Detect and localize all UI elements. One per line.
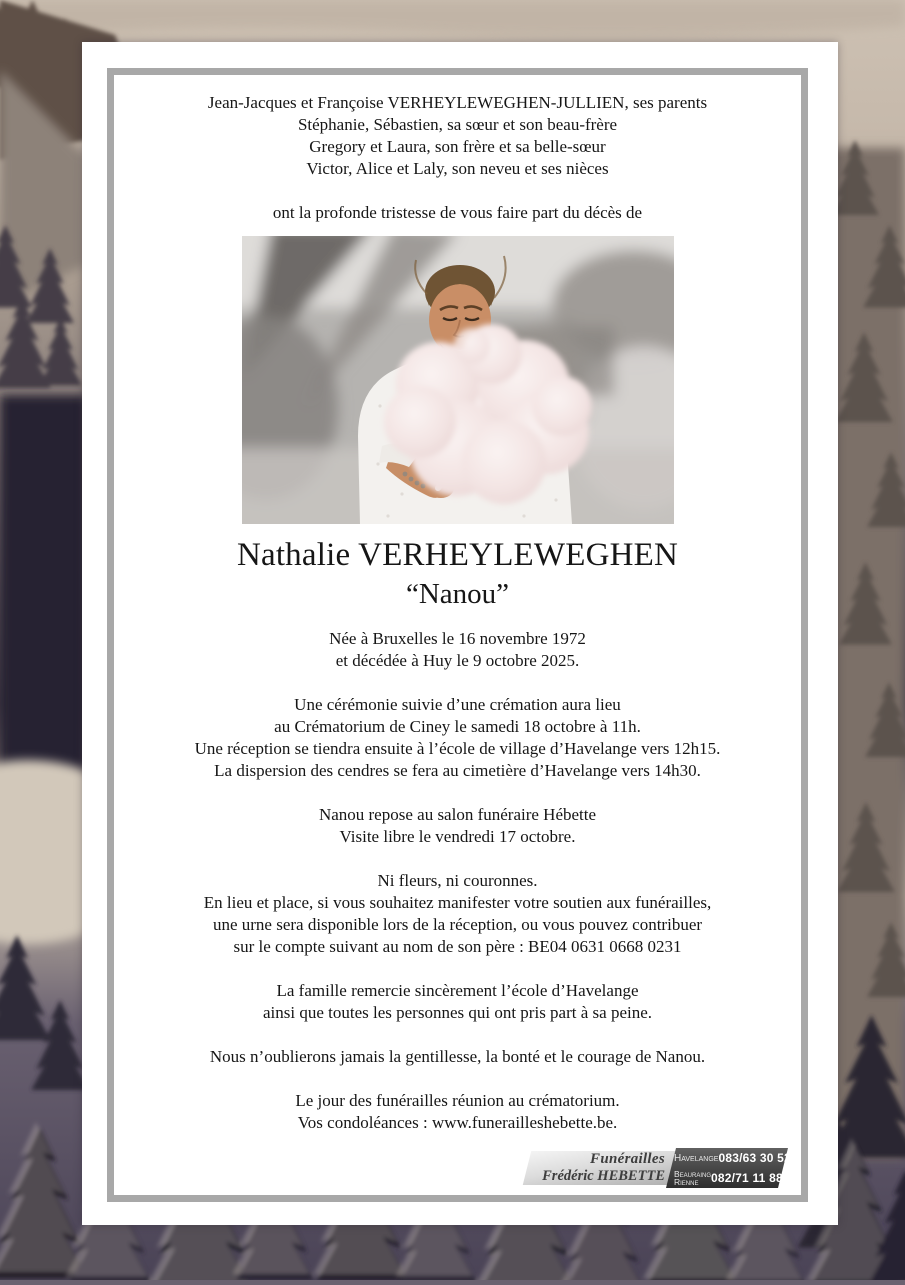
location-havelange: Havelange: [674, 1152, 719, 1164]
ceremony-line: La dispersion des cendres se fera au cimetière d’Havelange vers 14h30.: [214, 761, 701, 780]
logo-contact-text: [669, 1148, 791, 1188]
logo-brand-line2: Frédéric HEBETTE: [542, 1168, 665, 1184]
ceremony-line: au Crématorium de Ciney le samedi 18 octobre à 11h.: [274, 717, 641, 736]
obituary-card: [82, 42, 838, 1225]
ceremony-line: Une cérémonie suivie d’une crémation aura lieu: [294, 695, 621, 714]
family-thanks: [114, 980, 801, 1024]
donation-line: une urne sera disponible lors de la réception, ou vous pouvez contribuer: [212, 915, 703, 934]
donation-line: Ni fleurs, ni couronnes.: [377, 871, 538, 890]
condolences-website-line: Vos condoléances : www.funerailleshebette.be.: [297, 1113, 618, 1132]
thanks-line: La famille remercie sincèrement l’école d’Havelange: [276, 981, 639, 1000]
closing-line: Le jour des funérailles réunion au crématorium.: [295, 1091, 620, 1110]
funeral-home-logo: [519, 1148, 791, 1188]
ceremony-details: [114, 694, 801, 782]
intro-line-parents: Jean-Jacques et Françoise VERHEYLEWEGHEN-JULLIEN, ses parents: [207, 93, 708, 112]
repose-details: [114, 804, 801, 848]
logo-brand-line1: Funérailles: [590, 1151, 665, 1167]
deceased-name: Nathalie VERHEYLEWEGHEN: [236, 537, 679, 573]
death-line: et décédée à Huy le 9 octobre 2025.: [335, 651, 580, 670]
logo-contact-row: [669, 1168, 785, 1188]
tribute: [114, 1046, 801, 1068]
repose-line: Nanou repose au salon funéraire Hébette: [318, 805, 597, 824]
phone-beauraing-rienne: 082/71 11 88: [711, 1171, 783, 1185]
phone-havelange: 083/63 30 52: [718, 1151, 791, 1165]
repose-line: Visite libre le vendredi 17 octobre.: [339, 827, 576, 846]
donation-line-account: sur le compte suivant au nom de son père : BE04 0631 0668 0231: [233, 937, 682, 956]
donation-line: En lieu et place, si vous souhaitez manifester votre soutien aux funérailles,: [203, 893, 712, 912]
birth-death-dates: [114, 628, 801, 672]
family-intro: [114, 92, 801, 180]
logo-contact-row: [669, 1148, 791, 1168]
location-beauraing: Beauraing: [674, 1169, 712, 1179]
intro-line-nephew-nieces: Victor, Alice et Laly, son neveu et ses nièces: [306, 159, 609, 178]
announcement: [114, 202, 801, 224]
logo-brand-text: [519, 1151, 669, 1185]
ceremony-line: Une réception se tiendra ensuite à l’école de village d’Havelange vers 12h15.: [194, 739, 721, 758]
thanks-line: ainsi que toutes les personnes qui ont pris part à sa peine.: [262, 1003, 653, 1022]
portrait-illustration: [242, 236, 674, 524]
donation-details: [114, 870, 801, 958]
intro-line-brother: Gregory et Laura, son frère et sa belle-sœur: [309, 137, 606, 156]
closing-details: [114, 1090, 801, 1134]
birth-line: Née à Bruxelles le 16 novembre 1972: [329, 629, 586, 648]
announcement-text: ont la profonde tristesse de vous faire part du décès de: [272, 203, 643, 222]
location-beauraing-rienne: [674, 1170, 711, 1186]
intro-line-sister: Stéphanie, Sébastien, sa sœur et son beau-frère: [297, 115, 618, 134]
portrait-photo: [242, 236, 674, 524]
deceased-nickname: “Nanou”: [405, 578, 510, 610]
location-rienne: Rienne: [674, 1177, 699, 1187]
card-frame-border: [107, 68, 808, 1202]
tribute-line: Nous n’oublierons jamais la gentillesse, la bonté et le courage de Nanou.: [209, 1047, 706, 1066]
